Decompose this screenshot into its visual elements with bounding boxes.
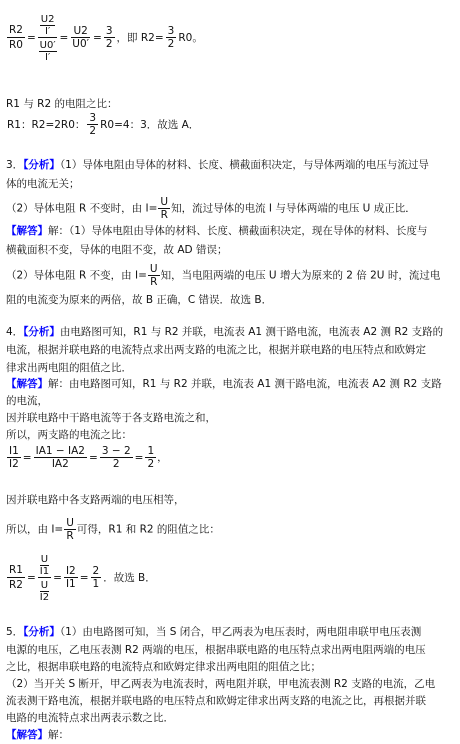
fraction-numerator: U2: [73, 25, 88, 37]
fraction-denominator: I1: [65, 578, 76, 590]
fraction-denominator: 1: [92, 578, 100, 590]
ratio-line: [6, 112, 454, 137]
q3-fenxi-line3: [6, 196, 454, 221]
question-number: 5．: [6, 626, 24, 638]
fraction-denominator: R0: [9, 39, 23, 51]
paragraph-text: 可得，R1 和 R2 的阻值之比：: [76, 523, 220, 536]
fraction: [64, 517, 76, 542]
fraction: [104, 25, 115, 50]
q5-jieda-line1: [6, 728, 454, 742]
fraction-numerator: U: [149, 263, 158, 275]
fraction: [7, 445, 21, 470]
fraction-numerator: 3: [89, 112, 97, 124]
paragraph-text: 知，流过导体的电流 I 与导体两端的电压 U 成正比．: [171, 202, 416, 215]
q4-current-ratio: $\frac{I1}{I2}$ = $\frac{IA1 - IA2}{IA2}$ = $\frac{3 - 2}{2}$ = $\frac{1}{2}$ ，: [9, 445, 168, 470]
q4-jieda-line3: 因并联电路中干路电流等于各支路电流之和，: [6, 412, 216, 424]
q3-jieda-line1: [6, 224, 454, 238]
compound-fraction: [38, 552, 51, 603]
fraction-numerator: R1: [9, 564, 23, 576]
nested-num: U: [40, 554, 49, 565]
fraction: [7, 563, 25, 592]
fraction: [100, 445, 133, 470]
fraction-numerator: I2: [65, 565, 76, 577]
question-number: 4．: [6, 326, 24, 338]
fraction: [34, 445, 87, 470]
q5-fenxi-line6: 电路的电流特点求出两表示数之比．: [6, 712, 174, 724]
fraction-numerator: 3 − 2: [101, 445, 131, 457]
fraction-denominator: IA2: [51, 458, 69, 470]
compound-fraction: [38, 12, 58, 63]
fraction-denominator: U0′: [72, 38, 90, 50]
fraction-denominator: R2: [9, 579, 23, 591]
q5-fenxi-line3: 之比，根据串联电路的电流特点和欧姆定律求出两电阻的阻值之比；: [6, 661, 321, 673]
paragraph-text: 解：（1）导体电阻由导体的材料、长度、横截面积决定，现在导体的材料、长度与: [48, 225, 428, 237]
paragraph-text: 知，当电阻两端的电压 U 增大为原来的 2 倍 2U 时，流过电: [160, 269, 441, 282]
fraction-denominator: R: [66, 530, 74, 542]
analysis-tag: 【分析】: [23, 626, 60, 638]
equation-text: ．故选 B．: [103, 571, 156, 584]
fraction-numerator: IA1 − IA2: [35, 445, 85, 457]
fraction: [158, 196, 170, 221]
q4-resistance-ratio: $\frac{R1}{R2}$ = $\frac{\frac{U}{I1}}{\frac{U}{I2}}$ = $\frac{I2}{I1}$ = $\frac{2}{1}$ ．故选 B．: [9, 554, 156, 603]
analysis-tag: 【分析】: [23, 326, 60, 338]
q5-fenxi-line4: （2）当开关 S 断开，甲乙两表为电流表时，两电阻并联，甲电流表测 R2 支路的电流，乙电: [6, 678, 436, 690]
fraction: [87, 112, 98, 137]
fraction-denominator: 2: [89, 125, 97, 137]
nested-den: I2: [39, 592, 50, 603]
q4-jieda-line5: 因并联电路中各支路两端的电压相等，: [6, 494, 185, 506]
fraction: [64, 565, 78, 590]
fraction: [148, 263, 160, 288]
equation-text: R0=4：3．故选 A．: [100, 118, 200, 131]
fraction-denominator: 2: [147, 458, 155, 470]
q4-fenxi-line3: 律求出两电阻的阻值之比．: [6, 362, 132, 374]
q5-fenxi-line1: [6, 625, 454, 639]
q3-fenxi-line1: 3．【分析】（1）导体电阻由导体的材料、长度、横截面积决定，与导体两端的电压与流过导: [6, 159, 429, 171]
q5-fenxi-line2: 电源的电压，乙电压表测 R2 两端的电压，根据串联电路的电压特点求出两电阻两端的电压: [6, 644, 426, 656]
q4-fenxi-line2: 电流，根据并联电路的电流特点求出两支路的电流之比，根据并联电路的电压特点和欧姆定: [6, 344, 426, 356]
q3-jieda-line4: 阻的电流变为原来的两倍，故 B 正确，C 错误．故选 B．: [6, 294, 273, 306]
fraction-denominator: 2: [112, 458, 120, 470]
equation-text: ，即 R2=: [116, 31, 164, 44]
fraction-numerator: U: [66, 517, 74, 529]
paragraph-text: 所以，由 I=: [6, 523, 64, 536]
q4-jieda-line2: 的电流，: [6, 395, 48, 407]
fraction: [91, 565, 102, 590]
fraction-denominator: I2: [9, 458, 19, 470]
q4-jieda-line1: [6, 377, 454, 391]
ratio-title: R1 与 R2 的电阻之比：: [6, 98, 118, 110]
fraction: [145, 445, 156, 470]
nested-den: I′: [45, 52, 51, 63]
q4-jieda-line6: [6, 517, 454, 542]
fraction-numerator: I1: [9, 445, 19, 457]
nested-num: U2: [40, 14, 55, 25]
q3-jieda-line2: 横截面积不变，导体的电阻不变，故 AD 错误；: [6, 244, 228, 256]
q3-jieda-line3: [6, 263, 454, 288]
analysis-tag: 【分析】: [23, 159, 60, 171]
paragraph-text: 由电路图可知，R1 与 R2 并联，电流表 A1 测干路电流，电流表 A2 测 R2 支路的: [59, 326, 444, 338]
equation-text: R0。: [178, 31, 203, 44]
fraction-numerator: U: [160, 196, 169, 208]
nested-num: U: [40, 580, 49, 591]
fraction-numerator: 3: [105, 25, 113, 37]
paragraph-text: 解：由电路图可知，R1 与 R2 并联，电流表 A1 测干路电流，电流表 A2 测 R2 支路: [48, 378, 442, 390]
nested-den: I′: [45, 26, 51, 37]
fraction: [70, 25, 91, 50]
q4-jieda-line4: 所以，两支路的电流之比：: [6, 429, 132, 441]
equation-r2-r0: $\frac{R2}{R0}$ = $\frac{\frac{U2}{I'}}{\frac{U0'}{I'}}$ = $\frac{U2}{U0'}$ = $\frac{3}{2}$ ，即 R2= $\frac{3}{2}$ R0。: [9, 14, 203, 63]
nested-den: I1: [39, 566, 50, 577]
fraction-numerator: 3: [167, 25, 175, 37]
q3-fenxi-line2: 体的电流无关；: [6, 178, 80, 190]
equation-text: R1：R2=2R0：: [7, 118, 86, 131]
fraction-denominator: 2: [167, 38, 175, 50]
fraction-numerator: 1: [147, 445, 155, 457]
fraction-numerator: R2: [9, 24, 23, 36]
fraction-denominator: R: [150, 276, 158, 288]
nested-num: U0′: [39, 40, 56, 51]
paragraph-text: （1）由电路图可知，当 S 闭合，甲乙两表为电压表时，两电阻串联甲电压表测: [59, 626, 422, 638]
fraction: [7, 23, 25, 52]
answer-tag: 【解答】: [6, 225, 48, 237]
fraction-numerator: 2: [92, 565, 100, 577]
q5-fenxi-line5: 流表测干路电流，根据并联电路的电压特点和欧姆定律求出两支路的电流之比，再根据并联: [6, 695, 426, 707]
paragraph-text: （2）导体电阻 R 不变，由 I=: [6, 269, 147, 282]
answer-tag: 【解答】: [6, 378, 48, 390]
fraction-denominator: 2: [105, 38, 113, 50]
fraction: [166, 25, 177, 50]
answer-tag: 【解答】: [6, 729, 48, 741]
paragraph-text: 解：: [48, 729, 69, 741]
paragraph-text: （1）导体电阻由导体的材料、长度、横截面积决定，与导体两端的电压与流过导: [59, 159, 429, 171]
fraction-denominator: R: [160, 209, 168, 221]
paragraph-text: （2）导体电阻 R 不变时，由 I=: [6, 202, 158, 215]
q4-fenxi-line1: [6, 325, 454, 339]
